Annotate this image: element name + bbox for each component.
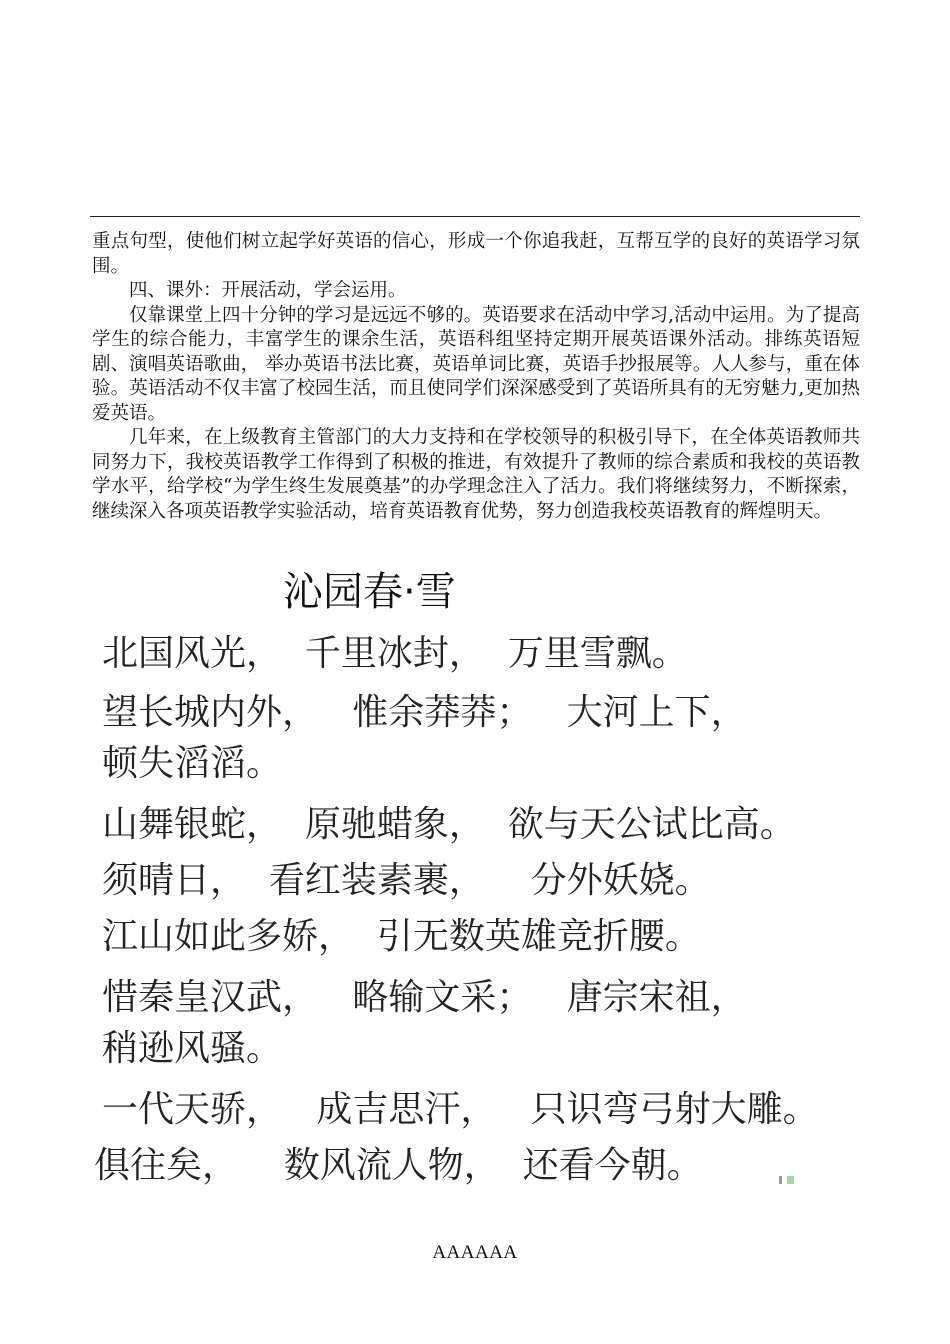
mark-dot: [779, 1176, 782, 1184]
poem-line: 俱往矣， 数风流人物， 还看今朝。: [94, 1145, 703, 1186]
poem-line: 望长城内外， 惟余莽莽； 大河上下，: [102, 692, 747, 733]
poem-line: 山舞银蛇， 原驰蜡象， 欲与天公试比高。: [102, 804, 796, 845]
section-heading-extracurricular: 四、课外：开展活动，学会运用。: [129, 280, 407, 301]
poem-line: 江山如此多娇， 引无数英雄竞折腰。: [102, 916, 701, 957]
mark-square: [787, 1176, 794, 1184]
poem-title: 沁园春·雪: [283, 569, 456, 615]
poem-line: 一代天骄， 成吉思汗， 只识弯弓射大雕。: [102, 1089, 819, 1130]
paragraph-conclusion: 几年来，在上级教育主管部门的大力支持和在学校领导的积极引导下，在全体英语教师共同努力下，我校英语教学工作得到了积极的推进，有效提升了教师的综合素质和我校的英语教学水平，给学校“为学生终生发展奠基”的办学理念注入了活力。我们将继续努力，不断探索，继续深入各项英语教学实验活动，培育英语教育优势，努力创造我校英语教育的辉煌明天。: [92, 427, 860, 522]
paragraph-activities: 仅靠课堂上四十分钟的学习是远远不够的。英语要求在活动中学习,活动中运用。为了提高学生的综合能力，丰富学生的课余生活，英语科组坚持定期开展英语课外活动。排练英语短剧、演唱英语歌曲， 举办英语书法比赛，英语单词比赛，英语手抄报展等。人人参与，重在体验。英语活动不仅丰富了校园生活，而且使同学们深深感受到了英语所具有的无穷魅力,更加热爱英语。: [92, 304, 860, 424]
paragraph-continuation: 重点句型，使他们树立起学好英语的信心，形成一个你追我赶，互帮互学的良好的英语学习氛围。: [92, 231, 860, 277]
poem-line: 稍逊风骚。: [102, 1028, 283, 1069]
poem-line: 北国风光， 千里冰封， 万里雪飘。: [102, 633, 688, 674]
poem-line: 须晴日， 看红装素裹， 分外妖娆。: [102, 860, 711, 901]
poem-line: 惜秦皇汉武， 略输文采； 唐宗宋祖，: [102, 977, 747, 1018]
page-footer: AAAAAA: [432, 1242, 518, 1263]
poem-line: 顿失滔滔。: [102, 743, 283, 784]
small-mark-icon: [779, 1176, 794, 1184]
